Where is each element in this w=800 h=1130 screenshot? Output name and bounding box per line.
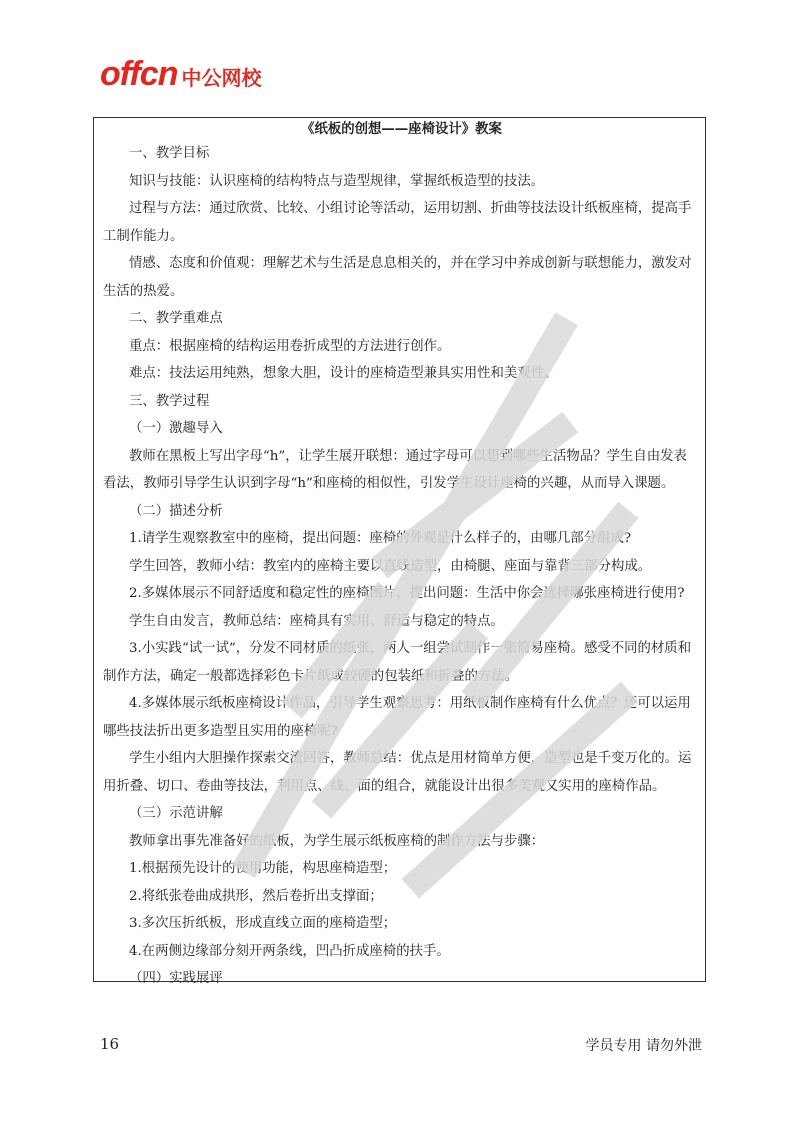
section-heading: 一、教学目标 <box>129 146 210 161</box>
paragraph: 难点：技法运用纯熟，想象大胆，设计的座椅造型兼具实用性和美观性。 <box>129 366 558 381</box>
logo-text-en: offcn <box>100 55 178 93</box>
paragraph: 重点：根据座椅的结构运用卷折成型的方法进行创作。 <box>129 338 451 354</box>
paragraph: 1.根据预先设计的使用功能，构思座椅造型； <box>129 861 397 876</box>
page-number: 16 <box>100 1035 120 1053</box>
paragraph: 教师拿出事先准备好的纸板，为学生展示纸板座椅的制作方法与步骤： <box>129 833 545 849</box>
subsection-heading: （一）激趣导入 <box>129 421 223 436</box>
paragraph: 4.多媒体展示纸板座椅设计作品，引导学生观察思考：用纸板制作座椅有什么优点？还可以运用哪些技法折出更多造型且实用的座椅呢? <box>103 696 691 739</box>
paragraph: 学生自由发言，教师总结：座椅具有实用、舒适与稳定的特点。 <box>129 613 504 629</box>
paragraph: 3.小实践“试一试”，分发不同材质的纸张，两人一组尝试制作一张简易座椅。感受不同的材质和制作方法，确定一般都选择彩色卡片纸或较硬的包装纸和折叠的方法。 <box>103 641 692 684</box>
paragraph: 2.将纸张卷曲成拱形，然后卷折出支撑面； <box>129 888 383 904</box>
offcn-logo <box>100 55 261 94</box>
paragraph: 3.多次压折纸板，形成直线立面的座椅造型； <box>129 916 397 931</box>
footer-confidential-note: 学员专用 请勿外泄 <box>585 1038 702 1054</box>
paragraph: 过程与方法：通过欣赏、比较、小组讨论等活动，运用切割、折曲等技法设计纸板座椅，提高手工制作能力。 <box>103 201 692 244</box>
logo-text-cn: 中公网校 <box>181 66 262 90</box>
paragraph: 情感、态度和价值观：理解艺术与生活是息息相关的，并在学习中养成创新与联想能力，激发对生活的热爱。 <box>103 256 692 299</box>
paragraph: 知识与技能：认识座椅的结构特点与造型规律，掌握纸板造型的技法。 <box>129 173 545 189</box>
paragraph: 学生小组内大胆操作探索交流回答，教师总结：优点是用材简单方便，造型也是千变万化的。运用折叠、切口、卷曲等技法，利用点、线、面的组合，就能设计出很多美观又实用的座椅作品。 <box>103 751 692 794</box>
section-heading: 二、教学重难点 <box>129 311 223 326</box>
subsection-heading: （四）实践展评 <box>129 971 223 986</box>
paragraph: 1.请学生观察教室中的座椅，提出问题：座椅的外观是什么样子的，由哪几部分组成? <box>129 531 632 546</box>
document-body <box>103 120 700 993</box>
subsection-heading: （二）描述分析 <box>129 503 223 519</box>
section-heading: 三、教学过程 <box>129 393 210 409</box>
subsection-heading: （三）示范讲解 <box>129 806 223 821</box>
paragraph: 2.多媒体展示不同舒适度和稳定性的座椅图片，提出问题：生活中你会选择哪张座椅进行使用? <box>129 586 685 601</box>
document-title: 《纸板的创想——座椅设计》教案 <box>301 122 502 137</box>
paragraph: 学生回答，教师小结：教室内的座椅主要以直线造型，由椅腿、座面与靠背三部分构成。 <box>129 558 652 574</box>
paragraph: 4.在两侧边缘部分刻开两条线，凹凸折成座椅的扶手。 <box>129 943 450 959</box>
paragraph: 教师在黑板上写出字母“h”，让学生展开联想：通过字母可以想到哪些生活物品？学生自由发表看法，教师引导学生认识到字母“h”和座椅的相似性，引发学生设计座椅的兴趣，从而导入课题。 <box>103 448 687 491</box>
